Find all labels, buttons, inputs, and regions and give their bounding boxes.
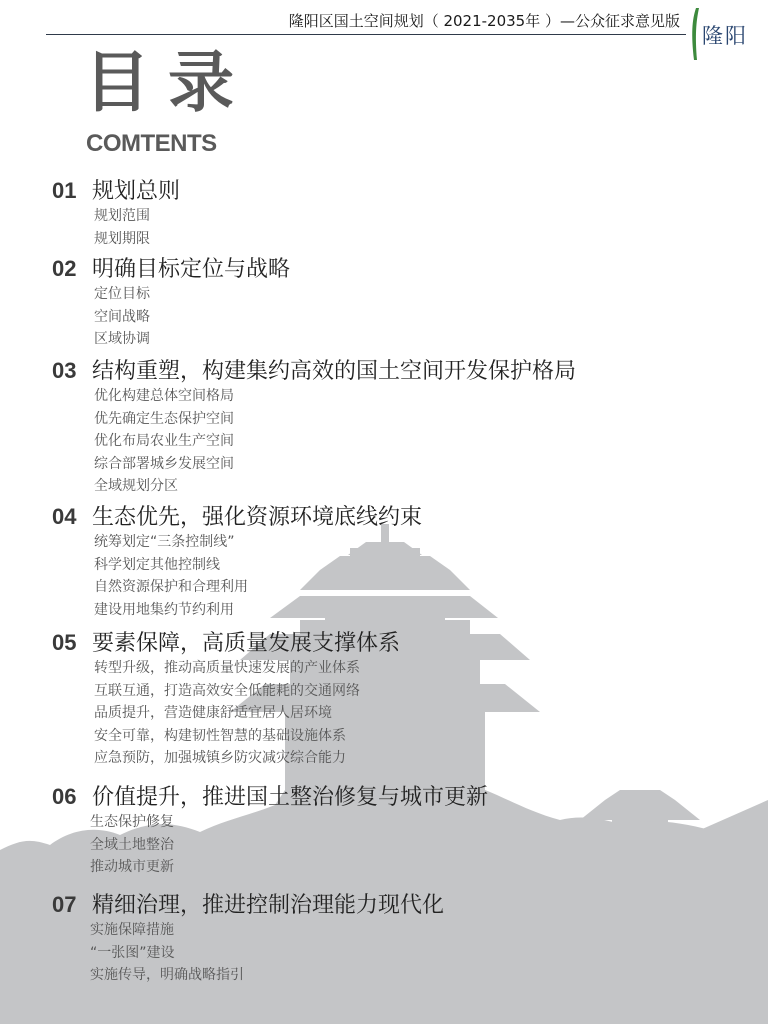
chapter-07 <box>52 888 444 987</box>
chapter-05 <box>52 626 400 770</box>
list-item: 统筹划定“三条控制线” <box>94 534 235 550</box>
chapter-title: 生态优先，强化资源环境底线约束 <box>92 505 423 530</box>
chapter-number: 06 <box>52 784 77 809</box>
list-item: 建设用地集约节约利用 <box>94 601 234 618</box>
list-item: 优先确定生态保护空间 <box>94 410 234 427</box>
chapter-number: 04 <box>52 504 77 529</box>
contents-subtitle: COMTENTS <box>86 130 217 157</box>
chapter-title: 明确目标定位与战略 <box>92 257 291 282</box>
logo-text: 隆阳 <box>702 24 748 48</box>
list-item: 互联互通，打造高效安全低能耗的交通网络 <box>94 682 360 699</box>
list-item: 全域规划分区 <box>94 478 178 494</box>
chapter-title: 精细治理，推进控制治理能力现代化 <box>92 893 445 918</box>
list-item: “一张图”建设 <box>90 944 175 961</box>
chapter-number: 03 <box>52 358 77 383</box>
chapter-02 <box>52 252 290 351</box>
contents-title: 目录 <box>84 44 252 121</box>
list-item: 区域协调 <box>94 331 150 347</box>
list-item: 应急预防，加强城镇乡防灾减灾综合能力 <box>94 750 346 766</box>
list-item: 规划期限 <box>94 230 150 247</box>
list-item: 空间战略 <box>94 308 150 325</box>
chapter-title: 要素保障，高质量发展支撑体系 <box>92 631 401 656</box>
chapter-number: 07 <box>52 892 77 917</box>
chapter-number: 02 <box>52 256 77 281</box>
list-item: 推动城市更新 <box>90 859 174 875</box>
list-item: 优化构建总体空间格局 <box>94 388 234 404</box>
chapter-title: 价值提升，推进国土整治修复与城市更新 <box>92 785 489 810</box>
list-item: 生态保护修复 <box>90 814 174 830</box>
list-item: 自然资源保护和合理利用 <box>94 579 248 595</box>
chapter-03 <box>52 354 576 498</box>
list-item: 科学划定其他控制线 <box>94 556 220 573</box>
list-item: 安全可靠，构建韧性智慧的基础设施体系 <box>94 727 346 744</box>
document-title: 隆阳区国土空间规划（ 2021-2035年 ）—公众征求意见版 <box>288 12 680 30</box>
list-item: 定位目标 <box>94 286 150 302</box>
list-item: 转型升级，推动高质量快速发展的产业体系 <box>94 660 360 676</box>
chapter-number: 05 <box>52 630 77 655</box>
list-item: 综合部署城乡发展空间 <box>94 455 234 472</box>
chapter-title: 规划总则 <box>92 179 181 204</box>
list-item: 规划范围 <box>94 208 150 224</box>
chapter-01 <box>52 174 180 250</box>
list-item: 实施保障措施 <box>90 922 174 938</box>
list-item: 品质提升，营造健康舒适宜居人居环境 <box>94 705 332 721</box>
list-item: 全域土地整治 <box>90 836 174 853</box>
list-item: 优化布局农业生产空间 <box>94 433 234 449</box>
chapter-number: 01 <box>52 178 77 203</box>
chapter-06 <box>52 780 488 879</box>
chapter-04 <box>52 500 422 621</box>
chapter-title: 结构重塑，构建集约高效的国土空间开发保护格局 <box>92 359 577 384</box>
list-item: 实施传导，明确战略指引 <box>90 967 244 983</box>
